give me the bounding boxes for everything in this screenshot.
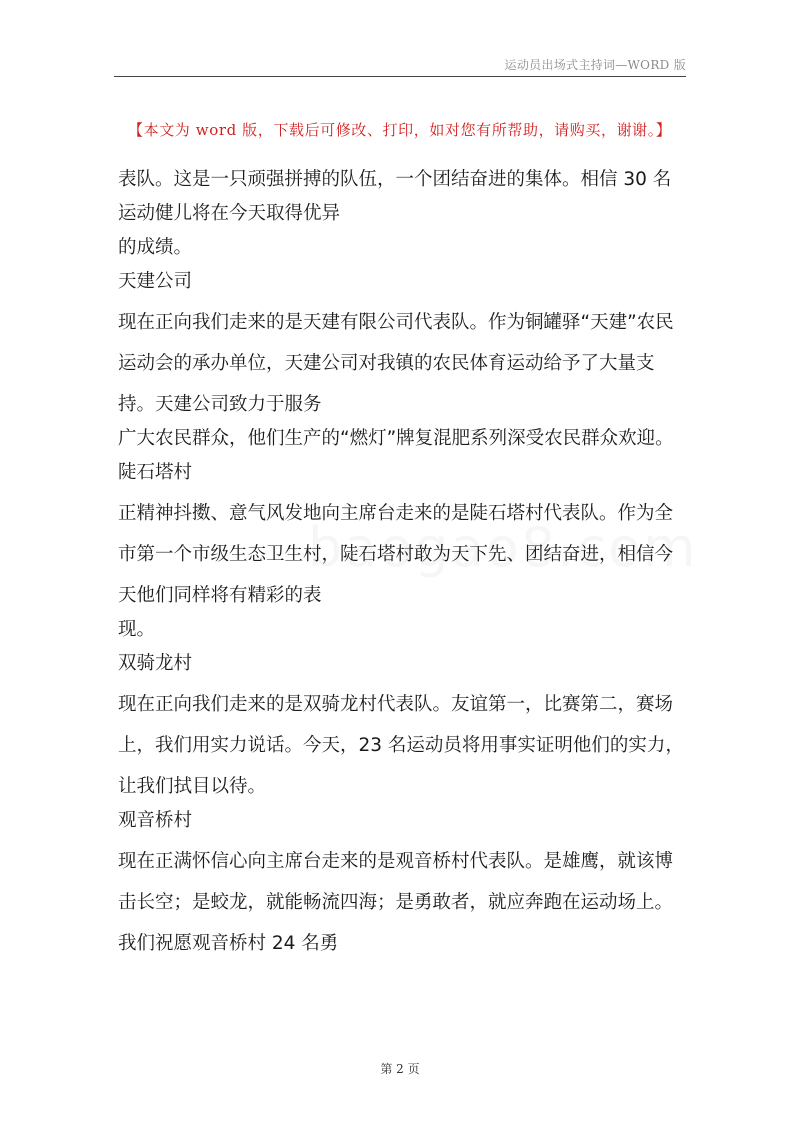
body-line: 现在正向我们走来的是双骑龙村代表队。友谊第一，比赛第二，赛场 xyxy=(118,694,674,715)
body-line: 天他们同样将有精彩的表 xyxy=(118,585,322,606)
body-line: 持。天建公司致力于服务 xyxy=(118,394,322,415)
page-header-title: 运动员出场式主持词—WORD 版 xyxy=(504,58,686,72)
body-line: 运动健儿将在今天取得优异 xyxy=(118,203,341,224)
body-line: 市第一个市级生态卫生村，陡石塔村敢为天下先、团结奋进，相信今 xyxy=(118,544,674,565)
body-line: 现。 xyxy=(118,619,156,640)
page-number: 第 2 页 xyxy=(380,1062,420,1076)
body-line: 正精神抖擞、意气风发地向主席台走来的是陡石塔村代表队。作为全 xyxy=(118,503,674,524)
section-heading: 观音桥村 xyxy=(118,810,193,831)
section-heading: 陡石塔村 xyxy=(118,462,193,483)
section-heading: 双骑龙村 xyxy=(118,653,193,674)
body-line: 我们祝愿观音桥村 24 名勇 xyxy=(118,933,339,954)
body-line: 运动会的承办单位，天建公司对我镇的农民体育运动给予了大量支 xyxy=(118,353,655,374)
body-line: 击长空；是蛟龙，就能畅流四海；是勇敢者，就应奔跑在运动场上。 xyxy=(118,892,674,913)
header-divider xyxy=(114,76,686,77)
document-body xyxy=(118,163,688,961)
body-line: 上，我们用实力说话。今天，23 名运动员将用事实证明他们的实力， xyxy=(118,735,684,756)
body-line: 现在正向我们走来的是天建有限公司代表队。作为铜罐驿“天建”农民 xyxy=(118,312,674,333)
section-heading: 天建公司 xyxy=(118,271,193,292)
purchase-notice: 【本文为 word 版，下载后可修改、打印，如对您有所帮助，请购买，谢谢。】 xyxy=(128,121,672,139)
body-line: 表队。这是一只顽强拼搏的队伍，一个团结奋进的集体。相信 30 名 xyxy=(118,169,672,190)
body-line: 的成绩。 xyxy=(118,237,193,258)
body-line: 现在正满怀信心向主席台走来的是观音桥村代表队。是雄鹰，就该博 xyxy=(118,851,674,872)
body-line: 让我们拭目以待。 xyxy=(118,776,267,797)
body-line: 广大农民群众，他们生产的“燃灯”牌复混肥系列深受农民群众欢迎。 xyxy=(118,428,674,449)
